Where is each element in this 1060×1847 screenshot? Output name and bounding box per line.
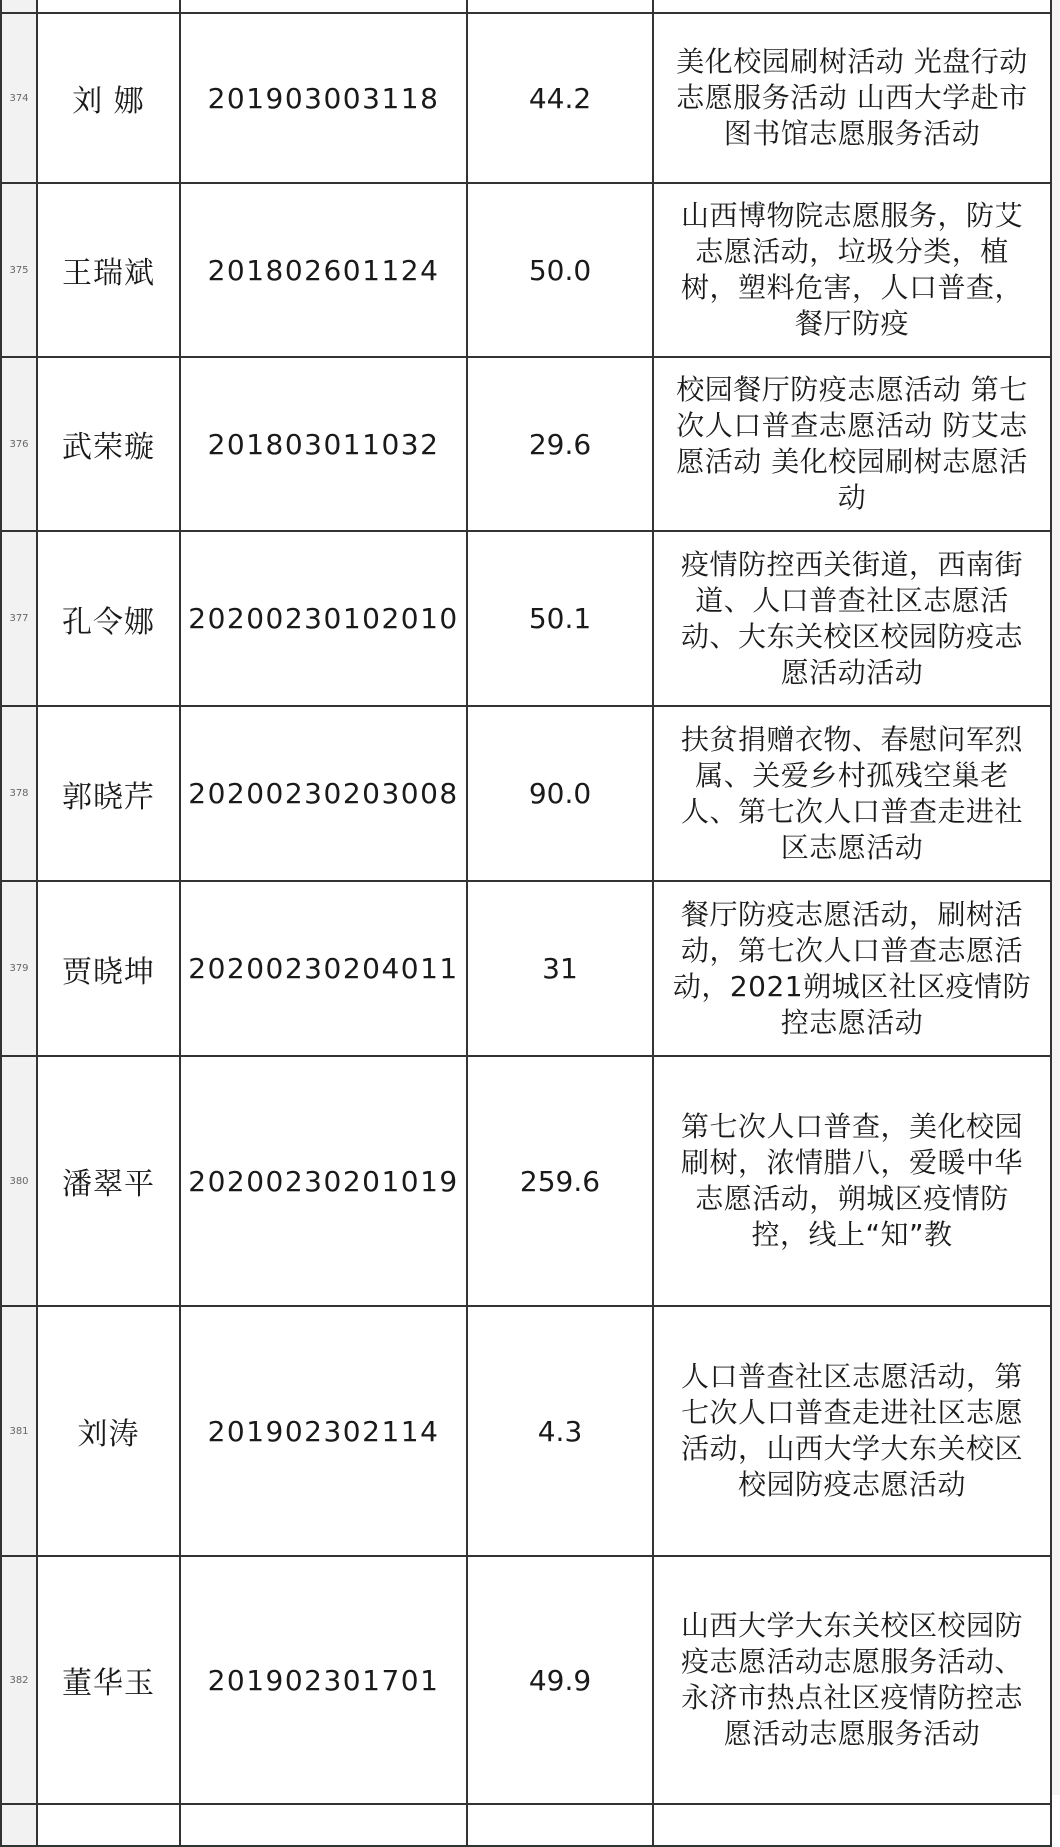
- table-cell: [37, 0, 180, 13]
- hours-cell[interactable]: 44.2: [467, 13, 653, 183]
- table-row[interactable]: [1, 183, 1051, 357]
- activity-cell[interactable]: [653, 13, 1051, 183]
- row-number[interactable]: 375: [1, 183, 37, 357]
- row-number[interactable]: 382: [1, 1556, 37, 1804]
- name-cell[interactable]: 武荣璇: [37, 357, 180, 531]
- name-cell[interactable]: 王瑞斌: [37, 183, 180, 357]
- table-row[interactable]: [1, 357, 1051, 531]
- row-number[interactable]: 376: [1, 357, 37, 531]
- name-cell[interactable]: 郭晓芹: [37, 706, 180, 881]
- row-number[interactable]: 380: [1, 1056, 37, 1306]
- hours-cell[interactable]: 50.1: [467, 531, 653, 706]
- table-row-partial-top: [1, 0, 1051, 13]
- table-row[interactable]: [1, 13, 1051, 183]
- student-id-cell[interactable]: 20200230201019: [180, 1056, 467, 1306]
- hours-cell[interactable]: 90.0: [467, 706, 653, 881]
- activity-text: 餐厅防疫志愿活动，刷树活动，第七次人口普查志愿活动，2021朔城区社区疫情防控志愿活动: [672, 897, 1032, 1039]
- student-id-cell[interactable]: 201803011032: [180, 357, 467, 531]
- activity-cell[interactable]: [653, 531, 1051, 706]
- activity-cell[interactable]: [653, 881, 1051, 1056]
- name-cell[interactable]: 刘 娜: [37, 13, 180, 183]
- row-number[interactable]: 378: [1, 706, 37, 881]
- student-id-cell[interactable]: 201802601124: [180, 183, 467, 357]
- student-id-cell[interactable]: 20200230204011: [180, 881, 467, 1056]
- activity-text: 山西大学大东关校区校园防疫志愿活动志愿服务活动、永济市热点社区疫情防控志愿活动志愿服务活动: [680, 1609, 1023, 1750]
- activity-cell[interactable]: [653, 1556, 1051, 1804]
- activity-text: 第七次人口普查，美化校园刷树，浓情腊八，爱暖中华志愿活动，朔城区疫情防控，线上“知”教: [680, 1110, 1023, 1251]
- student-id-cell[interactable]: 201903003118: [180, 13, 467, 183]
- table-cell: [653, 0, 1051, 13]
- hours-cell[interactable]: 49.9: [467, 1556, 653, 1804]
- activity-text: 美化校园刷树活动 光盘行动志愿服务活动 山西大学赴市图书馆志愿服务活动: [676, 45, 1028, 150]
- activity-text: 人口普查社区志愿活动，第七次人口普查走进社区志愿活动，山西大学大东关校区校园防疫志愿活动: [680, 1360, 1023, 1501]
- table-cell: [653, 1804, 1051, 1846]
- hours-cell[interactable]: 29.6: [467, 357, 653, 531]
- name-cell[interactable]: 潘翠平: [37, 1056, 180, 1306]
- name-cell[interactable]: 贾晓坤: [37, 881, 180, 1056]
- activity-text: 疫情防控西关街道，西南街道、人口普查社区志愿活动、大东关校区校园防疫志愿活动活动: [680, 547, 1023, 689]
- name-cell[interactable]: 刘涛: [37, 1306, 180, 1556]
- table-row[interactable]: [1, 531, 1051, 706]
- row-number[interactable]: 374: [1, 13, 37, 183]
- hours-cell[interactable]: 31: [467, 881, 653, 1056]
- student-id-cell[interactable]: 20200230102010: [180, 531, 467, 706]
- row-number[interactable]: 377: [1, 531, 37, 706]
- table-cell: [467, 0, 653, 13]
- table-cell: [37, 1804, 180, 1846]
- row-header-cell: [1, 1804, 37, 1846]
- page-margin: [1052, 0, 1060, 1795]
- name-cell[interactable]: 董华玉: [37, 1556, 180, 1804]
- table-cell: [467, 1804, 653, 1846]
- activity-text: 山西博物院志愿服务，防艾志愿活动，垃圾分类，植树，塑料危害，人口普查，餐厅防疫: [680, 199, 1023, 340]
- table-row-partial-bottom: [1, 1804, 1051, 1846]
- row-header-cell: [1, 0, 37, 13]
- table-row[interactable]: [1, 1306, 1051, 1556]
- activity-cell[interactable]: [653, 706, 1051, 881]
- student-id-cell[interactable]: 201902301701: [180, 1556, 467, 1804]
- activity-text: 扶贫捐赠衣物、春慰问军烈属、关爱乡村孤残空巢老人、第七次人口普查走进社区志愿活动: [680, 722, 1023, 864]
- student-id-cell[interactable]: 20200230203008: [180, 706, 467, 881]
- activity-cell[interactable]: [653, 183, 1051, 357]
- table-row[interactable]: [1, 1056, 1051, 1306]
- hours-cell[interactable]: 4.3: [467, 1306, 653, 1556]
- activity-cell[interactable]: [653, 1056, 1051, 1306]
- row-number[interactable]: 379: [1, 881, 37, 1056]
- table-row[interactable]: [1, 1556, 1051, 1804]
- hours-cell[interactable]: 259.6: [467, 1056, 653, 1306]
- hours-cell[interactable]: 50.0: [467, 183, 653, 357]
- activity-text: 校园餐厅防疫志愿活动 第七次人口普查志愿活动 防艾志愿活动 美化校园刷树志愿活动: [676, 373, 1028, 514]
- row-number[interactable]: 381: [1, 1306, 37, 1556]
- name-cell[interactable]: 孔令娜: [37, 531, 180, 706]
- table-cell: [180, 0, 467, 13]
- table-row[interactable]: [1, 706, 1051, 881]
- table-cell: [180, 1804, 467, 1846]
- activity-cell[interactable]: [653, 357, 1051, 531]
- table-row[interactable]: [1, 881, 1051, 1056]
- activity-cell[interactable]: [653, 1306, 1051, 1556]
- student-id-cell[interactable]: 201902302114: [180, 1306, 467, 1556]
